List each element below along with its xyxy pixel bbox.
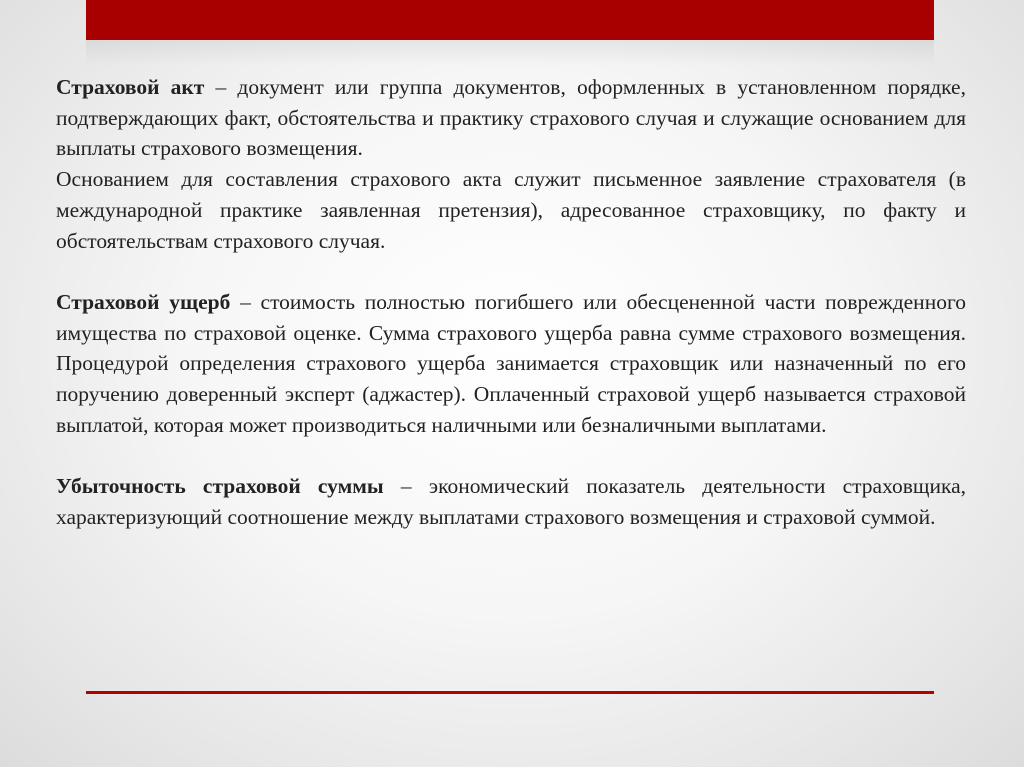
paragraph-loss-ratio (56, 471, 966, 532)
term-insurance-act: Страховой акт (56, 75, 205, 99)
slide-content (56, 72, 966, 533)
top-bar-shadow (86, 40, 934, 66)
paragraph-insurance-act (56, 72, 966, 164)
definition-insurance-act: – документ или группа документов, оформленных в установленном порядке, подтверждающих факт, обстоятельства и практику страхового случая и служащие основанием для выплаты страхового возмещения. (56, 75, 966, 161)
term-loss-ratio: Убыточность страховой суммы (56, 474, 384, 499)
definition-insurance-damage: – стоимость полностью погибшего или обесцененной части поврежденного имущества по страховой оценке. Сумма страхового ущерба равна сумме страхового возмещения. Процедурой определения страхового ущерба занимается страховщик или назначенный по его поручению доверенный эксперт (аджастер). Оплаченный страховой ущерб называется страховой выплатой, которая может производиться наличными или безналичными выплатами. (56, 289, 966, 437)
paragraph-gap (56, 256, 966, 287)
paragraph-insurance-damage (56, 287, 966, 441)
top-accent-bar (86, 0, 934, 40)
definition-loss-ratio: – экономический показатель деятельности страховщика, характеризующий соотношение между выплатами страхового возмещения и страховой суммой. (56, 474, 966, 529)
bottom-accent-line (86, 691, 934, 694)
paragraph-insurance-act-basis: Основанием для составления страхового акта служит письменное заявление страхователя (в международной практике заявленная претензия), адресованное страховщику, по факту и обстоятельствам страхового случая. (56, 167, 966, 253)
paragraph-gap (56, 440, 966, 471)
term-insurance-damage: Страховой ущерб (56, 289, 231, 314)
